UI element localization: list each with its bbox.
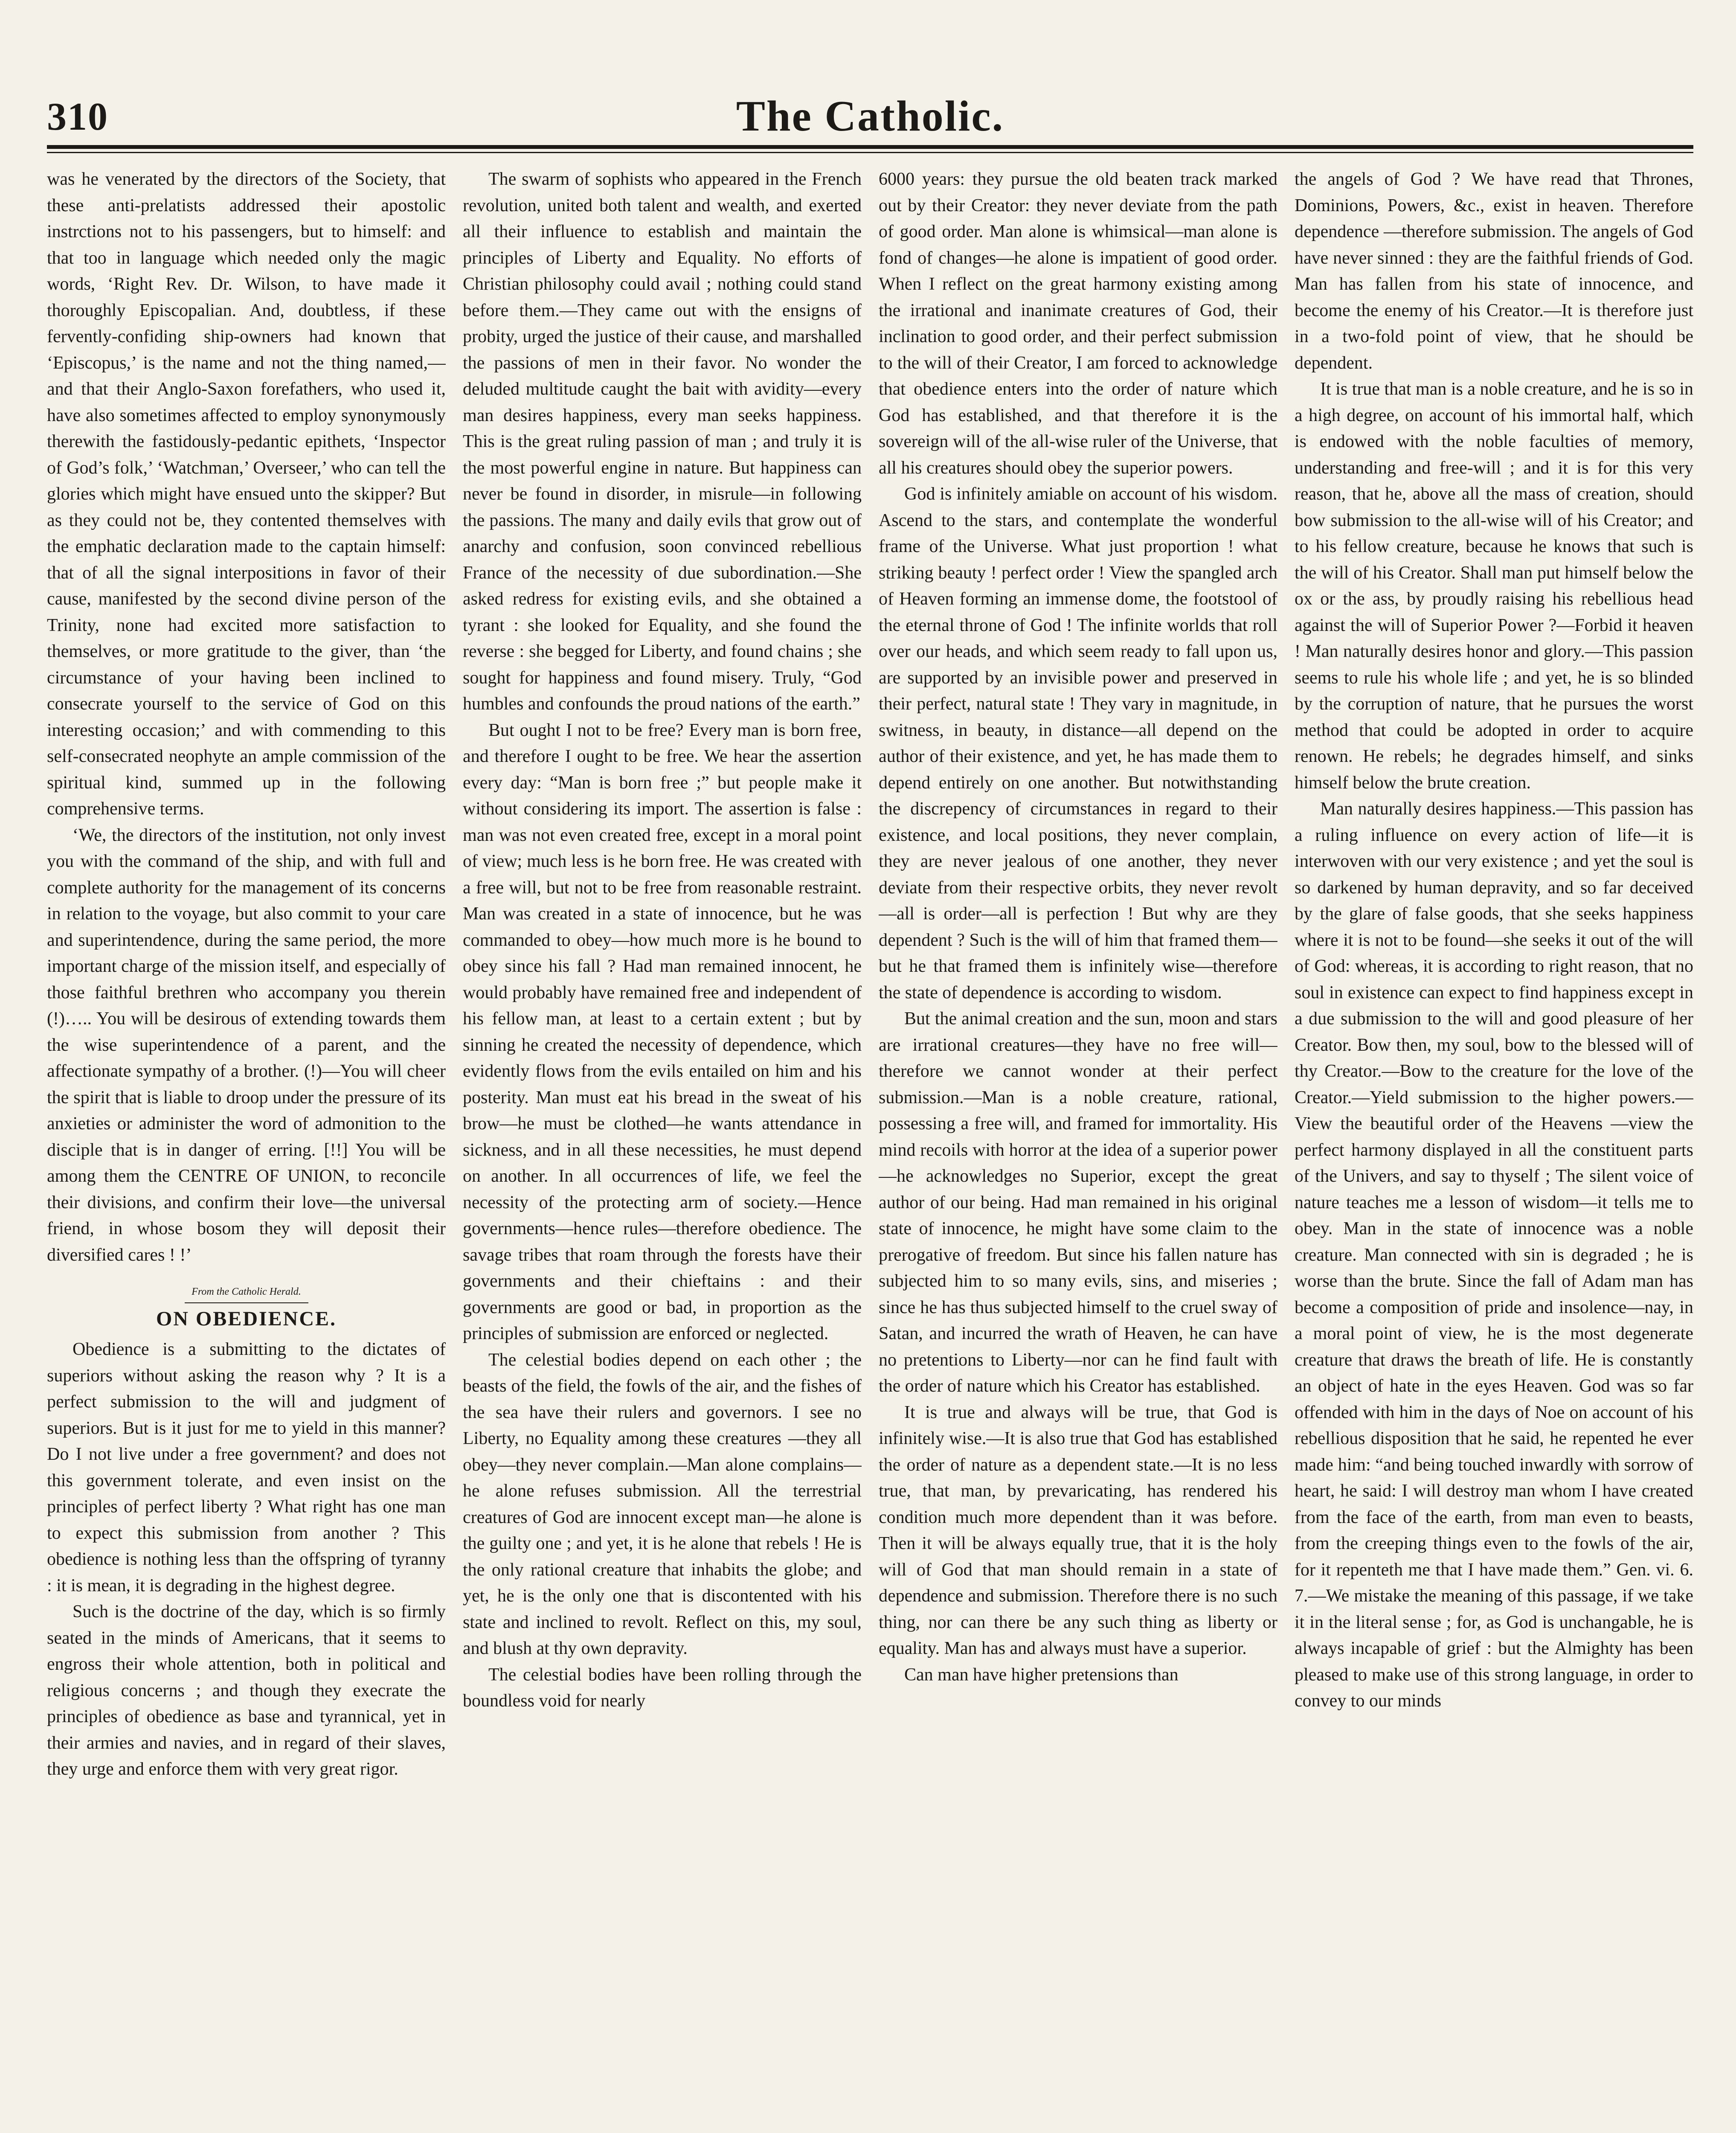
paragraph: God is infinitely amiable on account of his wisdom. Ascend to the stars, and contemplate the wonderful frame of the Universe. What just proportion ! what striking beauty ! perfect order ! View the spangled arch of Heaven forming an immense dome, the footstool of the eternal throne of God ! The infinite worlds that roll over our heads, and which seem ready to fall upon us, are supported by an invisible power and preserved in their perfect, natural state ! They vary in magnitude, in switness, in beauty, in distance—all depend on the author of their existence, and yet, he has made them to depend entirely on one another. But notwithstanding the discrepency of circumstances in regard to their existence, and local positions, they never complain, they are never jealous of one another, they never deviate from their respective orbits, they never revolt—all is order—all is perfection ! But why are they dependent ? Such is the will of him that framed them—but he that framed them is infinitely wise—therefore the state of dependence is according to wisdom. <box>879 484 1277 1003</box>
page-number: 310 <box>47 95 108 138</box>
paragraph: the angels of God ? We have read that Thrones, Dominions, Powers, &c., exist in heaven. Therefore dependence —therefore submission. The angels of God have never sinned : they are the faithful friends of God. Man has fallen from his state of innocence, and become the enemy of his Creator.—It is therefore just in a two-fold point of view, that he should be dependent. <box>1295 169 1693 373</box>
paragraph: Such is the doctrine of the day, which is so firmly seated in the minds of Americans, that it seems to engross their whole attention, both in political and religious concerns ; and though they execrate the principles of obedience as base and tyrannical, yet in their armies and navies, and in regard of their slaves, they urge and enforce them with very great rigor. <box>47 1602 446 1779</box>
column-3 <box>879 166 1277 2133</box>
paragraph: The celestial bodies depend on each other ; the beasts of the field, the fowls of the air, and the fishes of the sea have their rulers and governors. I see no Liberty, no Equality among these creatures —they all obey—they never complain.—Man alone complains—he alone refuses submission. All the terrestrial creatures of God are innocent except man—he alone is the guilty one ; and yet, it is he alone that rebels ! He is the only rational creature that inhabits the globe; and yet, he is the only one that is discontented with his state and inclined to revolt. Reflect on this, my soul, and blush at thy own depravity. <box>463 1350 862 1658</box>
article-credit: From the Catholic Herald. <box>192 1286 301 1297</box>
paragraph: ‘We, the directors of the institution, not only invest you with the command of the ship, and with full and complete authority for the management of its concerns in relation to the voyage, but also commit to your care and superintendence, during the same period, the more important charge of the mission itself, and especially of those faithful brethren who accompany you therein (!)….. You will be desirous of extending towards them the wise superintendence of a parent, and the affectionate sympathy of a brother. (!)—You will cheer the spirit that is liable to droop under the pressure of its anxieties or administer the word of admonition to the disciple that is in danger of erring. [!!] You will be among them the CENTRE OF UNION, to reconcile their divisions, and confirm their love—the universal friend, in whose bosom they will deposit their diversified cares ! !’ <box>47 825 446 1265</box>
paragraph: But the animal creation and the sun, moon and stars are irrational creatures—they have no free will—therefore we cannot wonder at their perfect submission.—Man is a noble creature, rational, possessing a free will, and framed for immortality. His mind recoils with horror at the idea of a superior power—he acknowledges no Superior, except the great author of our being. Had man remained in his original state of innocence, he might have some claim to the prerogative of freedom. But since his fallen nature has subjected him to so many evils, sins, and miseries ; since he has thus subjected himself to the cruel sway of Satan, and incurred the wrath of Heaven, he can have no pretentions to Liberty—nor can he find fault with the order of nature which his Creator has established. <box>879 1009 1277 1396</box>
paragraph: Obedience is a submitting to the dictates of superiors without asking the reason why ? It is a perfect submission to the will and judgment of superiors. But is it just for me to yield in this manner? Do I not live under a free government? and does not this government tolerate, and even insist on the principles of perfect liberty ? What right has one man to expect this submission from another ? This obedience is nothing less than the offspring of tyranny : it is mean, it is degrading in the highest degree. <box>47 1340 446 1595</box>
paragraph: It is true and always will be true, that God is infinitely wise.—It is also true that God has established the order of nature as a dependent state.—It is no less true, that man, by prevaricating, has rendered his condition much more dependent than it was before. Then it will be always equally true, that it is the holy will of God that man should remain in a state of dependence and submission. Therefore there is no such thing, nor can there be any such thing as liberty or equality. Man has and always must have a superior. <box>879 1402 1277 1658</box>
paragraph: Can man have higher pretensions than <box>904 1665 1179 1685</box>
paragraph: Man naturally desires happiness.—This passion has a ruling influence on every action of life—it is interwoven with our very existence ; and yet the soul is so darkened by human depravity, and so far deceived by the glare of false goods, that she seeks happiness where it is not to be found—she seeks it out of the will of God: whereas, it is according to right reason, that no soul in existence can expect to find happiness except in a due submission to the will and good pleasure of her Creator. Bow then, my soul, bow to the blessed will of thy Creator.—Bow to the creature for the love of the Creator.—Yield submission to the higher powers.—View the beautiful order of the Heavens —view the perfect harmony displayed in all the constituent parts of the Univers, and say to thyself ; The silent voice of nature teaches me a lesson of wisdom—it tells me to obey. Man in the state of innocence was a noble creature. Man connected with sin is degraded ; he is worse than the brute. Since the fall of Adam man has become a composition of pride and insolence—nay, in a moral point of view, he is the most degenerate creature that draws the breath of life. He is constantly an object of hate in the eyes Heaven. God was so far offended with him in the days of Noe on account of his rebellious disposition that he said, he repented he ever made him: “and being touched inwardly with sorrow of heart, he said: I will destroy man whom I have created from the face of the earth, from man even to beasts, from the creeping things even to the fowls of the air, for it repenteth me that I have made them.” Gen. vi. 6. 7.—We mistake the meaning of this passage, if we take it in the literal sense ; for, as God is unchangable, he is always incapable of grief : but the Almighty has been pleased to make use of this strong language, in order to convey to our minds <box>1295 799 1693 1711</box>
masthead-rule-thick <box>47 145 1693 149</box>
text-columns <box>47 166 1693 2133</box>
paragraph: was he venerated by the directors of the Society, that these anti-prelatists addressed their apostolic instrctions not to his passengers, but to himself: and that too in language which needed only the magic words, ‘Right Rev. Dr. Wilson, to have made it thoroughly Episcopalian. And, doubtless, if these fervently-confiding ship-owners had known that ‘Episcopus,’ is the name and not the thing named,—and that their Anglo-Saxon forefathers, who used it, have also sometimes affected to employ synonymously therewith the fastidously-pedantic epithets, ‘Inspector of God’s folk,’ ‘Watchman,’ Overseer,’ who can tell the glories which might have ensued unto the skipper? But as they could not be, they contented themselves with the emphatic declaration made to the captain himself: that of all the signal interpositions in favor of their cause, manifested by the second divine person of the Trinity, none had excited more satisfaction to themselves, or more gratitude to the giver, than ‘the circumstance of your having been inclined to consecrate yourself to the service of God on this interesting occasion;’ and with commending to this self-consecrated neophyte an ample commission of the spiritual kind, summed up in the following comprehensive terms. <box>47 169 446 819</box>
article-title: ON OBEDIENCE. <box>156 1308 337 1330</box>
masthead <box>47 85 1693 149</box>
paragraph: It is true that man is a noble creature, and he is so in a high degree, on account of his immortal half, which is endowed with the noble faculties of memory, understanding and free-will ; and it is for this very reason, that he, above all the mass of creation, should bow submission to the all-wise will of his Creator; and to his fellow creature, because he knows that such is the will of his Creator. Shall man put himself below the ox or the ass, by proudly raising his rebellious head against the will of Superior Power ?—Forbid it heaven ! Man naturally desires honor and glory.—This passion seems to rule his whole life ; and yet, he is so blinded by the corruption of nature, that he pursues the worst method that could be adopted in order to acquire renown. He rebels; he degrades himself, and sinks himself below the brute creation. <box>1295 379 1693 793</box>
paragraph: The celestial bodies have been rolling through the boundless void for nearly <box>463 1665 862 1711</box>
column-1 <box>47 166 446 2133</box>
paragraph: The swarm of sophists who appeared in the French revolution, united both talent and wealth, and exerted all their influence to establish and maintain the principles of Liberty and Equality. No efforts of Christian philosophy could avail ; nothing could stand before them.—They came out with the ensigns of probity, urged the justice of their cause, and marshalled the passions of men in their favor. No wonder the deluded multitude caught the bait with avidity—every man desires happiness, every man seeks happiness. This is the great ruling passion of man ; and truly it is the most powerful engine in nature. But happiness can never be found in disorder, in misrule—in following the passions. The many and daily evils that grow out of anarchy and confusion, soon convinced rebellious France of the necessity of due subordination.—She asked redress for existing evils, and she obtained a tyrant : she looked for Equality, and she found the reverse : she begged for Liberty, and found chains ; she sought for happiness and found misery. Truly, “God humbles and confounds the proud nations of the earth.” <box>463 169 862 714</box>
masthead-rule-thin <box>47 152 1693 153</box>
paragraph: But ought I not to be free? Every man is born free, and therefore I ought to be free. We hear the assertion every day: “Man is born free ;” but people make it without considering its import. The assertion is false : man was not even created free, except in a moral point of view; much less is he born free. He was created with a free will, but not to be free from reasonable restraint. Man was created in a state of innocence, but he was commanded to obey—how much more is he bound to obey since his fall ? Had man remained innocent, he would probably have remained free and independent of his fellow man, at least to a certain extent ; but by sinning he created the necessity of dependence, which evidently flows from the evils entailed on him and his posterity. Man must eat his bread in the sweat of his brow—he must be clothed—he wants attendance in sickness, and in all these necessities, he must depend on another. In all occurrences of life, we feel the necessity of the protecting arm of society.—Hence governments—hence rules—therefore obedience. The savage tribes that roam through the forests have their governments and their chieftains : and their governments are good or bad, in proportion as the principles of submission are enforced or neglected. <box>463 720 862 1343</box>
credit-divider <box>185 1302 308 1303</box>
column-4 <box>1295 166 1693 2133</box>
column-2 <box>463 166 862 2133</box>
paper-title: The Catholic. <box>736 92 1004 140</box>
newspaper-page <box>47 85 1693 2133</box>
paragraph: 6000 years: they pursue the old beaten track marked out by their Creator: they never deviate from the path of good order. Man alone is whimsical—man alone is fond of changes—he alone is impatient of good order. When I reflect on the great harmony existing among the irrational and inanimate creatures of God, their inclination to good order, and their perfect submission to the will of their Creator, I am forced to acknowledge that obedience enters into the order of nature which God has established, and that therefore it is the sovereign will of the all-wise ruler of the Universe, that all his creatures should obey the superior powers. <box>879 169 1277 478</box>
